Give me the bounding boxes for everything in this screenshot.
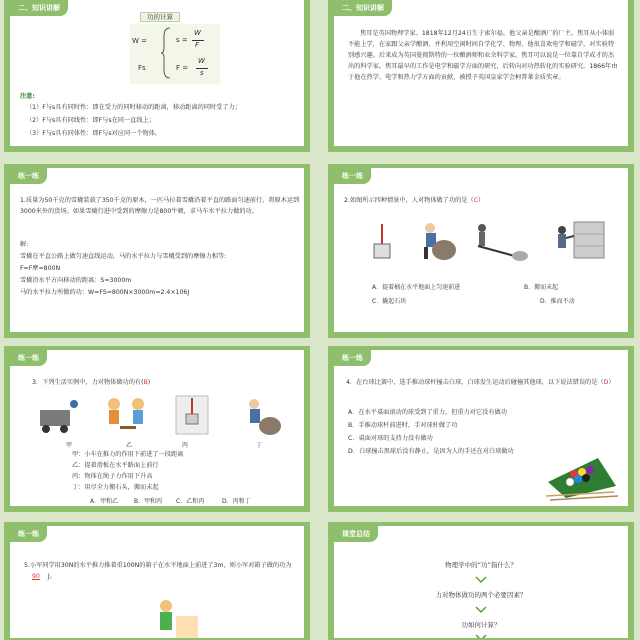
formula-fs: Fs [138,64,146,72]
question-text: 1.质量为50千克的雪橇装载了350千克的原木，一匹马拉着雪橇沿着平直的路面匀速前行，将原木运到3000米外的货场。如果雪橇行进中受到的摩擦力是800牛顿，求马车水平拉力做的功。 [20,197,300,215]
solution-label: 解: [20,241,29,248]
chevron-down-icon [475,634,487,640]
slide-header: 练一练 [10,168,47,184]
option-a: A．在水平桌面滚动的球受到了重力，但重力对它没有做功 [348,409,507,416]
solution-line: 雪橇沿水平方向移动的距离：S=3000m [20,277,132,284]
solution-line: 雪橇在平直公路上做匀速直线运动，马的水平拉力与雪橇受到的摩擦力相等: [20,253,227,260]
case-line: 甲：小车在推力的作用下前进了一段距离 [72,451,184,458]
chevron-down-icon [475,576,487,584]
question-pre: 2.如图所示四种情景中，人对物体做了功的是（ [344,197,474,204]
slide-header: 练一练 [334,350,371,366]
formula-f: F = [176,64,189,72]
option-d: D．推而不动 [540,298,575,305]
question-text [346,378,626,389]
case-line: 丁：用尽全力搬石头，搬而未起 [72,484,159,491]
formula-box [140,12,180,22]
slide-header: 二、知识讲解 [10,0,68,16]
push-wall-figure [548,218,608,262]
lever-figure [472,220,528,264]
slide-header: 课堂总结 [334,526,378,542]
kids-skateboard-figure [102,396,152,436]
slide-exercise-3 [4,346,310,512]
note-line: （2）F与s具有同线性：即F与s在同一直线上； [26,117,155,124]
option-a: A．提着桶在水平地面上匀速前进 [372,284,461,291]
answer: D [603,379,609,386]
question-post: ） [608,379,615,386]
answer: C [473,197,478,204]
question-pre: 5.小军同学用30N的水平推力推着重100N的箱子在水平地面上前进了3m，则小军对箱子做的功为 [24,562,292,569]
frac-f: F [195,41,200,49]
fig-label-bing: 丙 [182,442,189,449]
solution-line: F=F摩=800N [20,265,61,272]
slide-header: 练一练 [10,526,47,542]
note-title: 注意: [20,93,35,100]
slide-joule-bio [328,0,634,152]
option-d: D．丙和丁 [222,498,251,505]
question-post: ) [147,379,151,386]
question-text [344,196,628,206]
frac-w-1: W [194,29,201,37]
question-text [24,560,304,582]
formula-s: s = [176,36,188,44]
solution-line: 马的水平拉力所做的功：W=FS=800N×3000m=2.4×106J [20,289,190,296]
question-pre: 4．在台球比赛中，选手推动球杆撞击白球，白球发生运动后碰撞其他球，以下说法错误的是（ [346,379,604,386]
option-d: D．白球撞击黑球后没有静止，是因为人的手还在对白球做功 [348,448,514,455]
answer: B [143,379,148,386]
fig-label-ding: 丁 [256,442,263,449]
option-a: A．甲和乙 [90,498,119,505]
option-c: C．乙和丙 [176,498,205,505]
question-pre: 3．下列生活实例中，力对物体做功的有( [32,379,144,386]
slide-exercise-4 [328,346,634,512]
slide-summary [328,522,634,640]
billiards-figure [544,452,620,502]
slide-header: 练一练 [334,168,371,184]
slide-exercise-5 [4,522,310,640]
slide-exercise-2 [328,164,634,338]
option-b: B．搬而未起 [524,284,559,291]
formula-box-title: 功的计算 [147,13,173,21]
answer: 90 [32,573,40,580]
flow-step-2: 力对物体做功的两个必要因素？ [435,591,527,599]
slide-exercise-1 [4,164,310,338]
fig-label-yi: 乙 [126,442,133,449]
case-line: 乙：提着滑板在水平路面上前行 [72,462,159,469]
bucket-figure [366,222,396,262]
option-b: B．甲和丙 [134,498,163,505]
question-post: J。 [47,573,56,580]
chevron-down-icon [475,606,487,614]
question-post: ） [477,197,485,204]
option-c: C．撬起石块 [372,298,407,305]
slide-work-calculation [4,0,310,152]
lift-rock-figure [414,218,458,262]
rope-lift-figure [174,394,210,436]
option-b: B．手推动球杆前进时，手对球杆做了功 [348,422,458,429]
option-c: C．桌面对球的支持力没有做功 [348,435,433,442]
formula-w: W = [132,37,148,45]
lift-rock-figure [242,396,282,436]
frac-w-2: W [198,57,205,65]
formula-area [130,24,220,84]
formula-brace [160,26,172,80]
fig-label-jia: 甲 [66,442,73,449]
case-line: 丙：物体在绳子力作用下升高 [72,473,153,480]
slide-header: 二、知识讲解 [334,0,392,16]
push-box-figure [144,598,204,640]
joule-paragraph: 焦耳是英国物理学家。1818年12月24日生于索尔福。他父亲是酿酒厂的厂主。焦耳从小体弱不能上学，在家跟父亲学酿酒，并利用空闲时间自学化学、物理。他很喜欢电学和磁学，对实验特别感兴趣。后来成为英国曼彻斯特的一位酿酒师和业余科学家。焦耳可以说是一位靠自学成才的杰出的科学家。焦耳最早的工作是电学和磁学方面的研究，后转向对功热转化的实验研究。1866年由于他在热学、电学和热力学方面的贡献，被授予英国皇家学会柯普莱金质奖章。 [348,30,618,81]
slide-header: 练一练 [10,350,47,366]
frac-s: s [200,69,204,77]
note-line: （1）F与s具有同时性：即在受力的同时移动的距离，移动距离的同时受了力； [26,104,241,111]
note-line: （3）F与s具有同体性：即F与s对应同一个物体。 [26,130,162,137]
question-text [32,378,302,388]
flow-step-1: 物理学中的“功”指什么？ [445,561,517,569]
cart-figure [36,396,80,436]
flow-step-3: 功如何计算？ [461,621,501,629]
